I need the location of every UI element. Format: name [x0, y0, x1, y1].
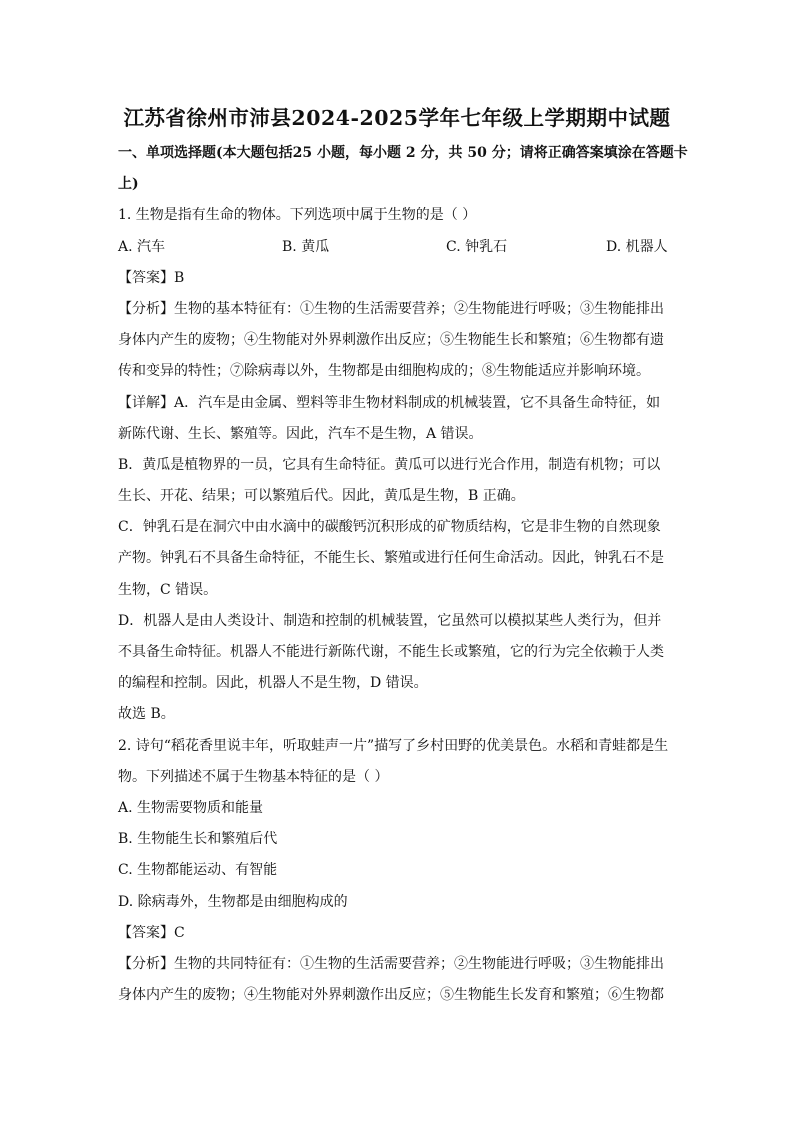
q1-detail-line: 生物，C 错误。	[118, 581, 218, 598]
section-heading-line-2: 上)	[118, 176, 139, 193]
q1-detail-line: B．黄瓜是植物界的一员，它具有生命特征。黄瓜可以进行光合作用，制造有机物；可以	[118, 456, 661, 473]
q1-analysis-line: 身体内产生的废物；④生物能对外界刺激作出反应；⑤生物能生长和繁殖；⑥生物都有遗	[118, 332, 664, 349]
q1-analysis-line: 传和变异的特性；⑦除病毒以外，生物都是由细胞构成的；⑧生物能适应并影响环境。	[118, 363, 650, 380]
q2-stem-line: 物。下列描述不属于生物基本特征的是（ ）	[118, 768, 389, 785]
q1-analysis-line: 【分析】生物的基本特征有：①生物的生活需要营养；②生物能进行呼吸；③生物能排出	[118, 300, 664, 317]
document-content	[118, 98, 688, 1011]
q1-detail-line: 【详解】A．汽车是由金属、塑料等非生物材料制成的机械装置，它不具备生命特征，如	[118, 394, 661, 411]
q1-detail-line: C．钟乳石是在洞穴中由水滴中的碳酸钙沉积形成的矿物质结构，它是非生物的自然现象	[118, 519, 661, 536]
q2-analysis-line: 身体内产生的废物；④生物能对外界刺激作出反应；⑤生物能生长发育和繁殖；⑥生物都	[118, 987, 664, 1004]
q1-detail-line: 的编程和控制。因此，机器人不是生物，D 错误。	[118, 675, 428, 692]
q2-option-c: C. 生物都能运动、有智能	[118, 862, 278, 879]
q1-answer: 【答案】B	[118, 269, 185, 286]
q1-stem: 1. 生物是指有生命的物体。下列选项中属于生物的是（ ）	[118, 207, 477, 224]
q1-options	[118, 232, 678, 263]
q1-detail-line: 不具备生命特征。机器人不能进行新陈代谢，不能生长或繁殖，它的行为完全依赖于人类	[118, 644, 664, 660]
q2-analysis-line: 【分析】生物的共同特征有：①生物的生活需要营养；②生物能进行呼吸；③生物能排出	[118, 955, 664, 972]
q2-stem-line: 2. 诗句“稻花香里说丰年，听取蛙声一片”描写了乡村田野的优美景色。水稻和青蛙都是生	[118, 737, 669, 754]
q1-detail-line: D．机器人是由人类设计、制造和控制的机械装置，它虽然可以模拟某些人类行为，但并	[118, 612, 662, 629]
q2-option-d: D. 除病毒外，生物都是由细胞构成的	[118, 893, 348, 910]
q1-detail-line: 产物。钟乳石不具备生命特征，不能生长、繁殖或进行任何生命活动。因此，钟乳石不是	[118, 550, 664, 567]
q1-detail-line: 生长、开花、结果；可以繁殖后代。因此，黄瓜是生物，B 正确。	[118, 488, 525, 505]
page-title: 江苏省徐州市沛县2024-2025学年七年级上学期期中试题	[123, 106, 671, 130]
q2-option-a: A. 生物需要物质和能量	[118, 799, 264, 816]
q1-detail-line: 新陈代谢、生长、繁殖等。因此，汽车不是生物，A 错误。	[118, 425, 483, 442]
q1-option-d: D. 机器人	[606, 238, 668, 255]
q1-option-a: A. 汽车	[118, 238, 166, 255]
section-heading-line-1: 一、单项选择题(本大题包括25 小题，每小题 2 分，共 50 分；请将正确答案填涂在答题卡	[118, 145, 688, 161]
q1-option-b: B. 黄瓜	[282, 238, 330, 255]
q1-conclusion: 故选 B。	[118, 706, 175, 723]
q2-answer: 【答案】C	[118, 924, 185, 941]
q2-option-b: B. 生物能生长和繁殖后代	[118, 831, 278, 848]
q1-option-c: C. 钟乳石	[446, 238, 508, 255]
